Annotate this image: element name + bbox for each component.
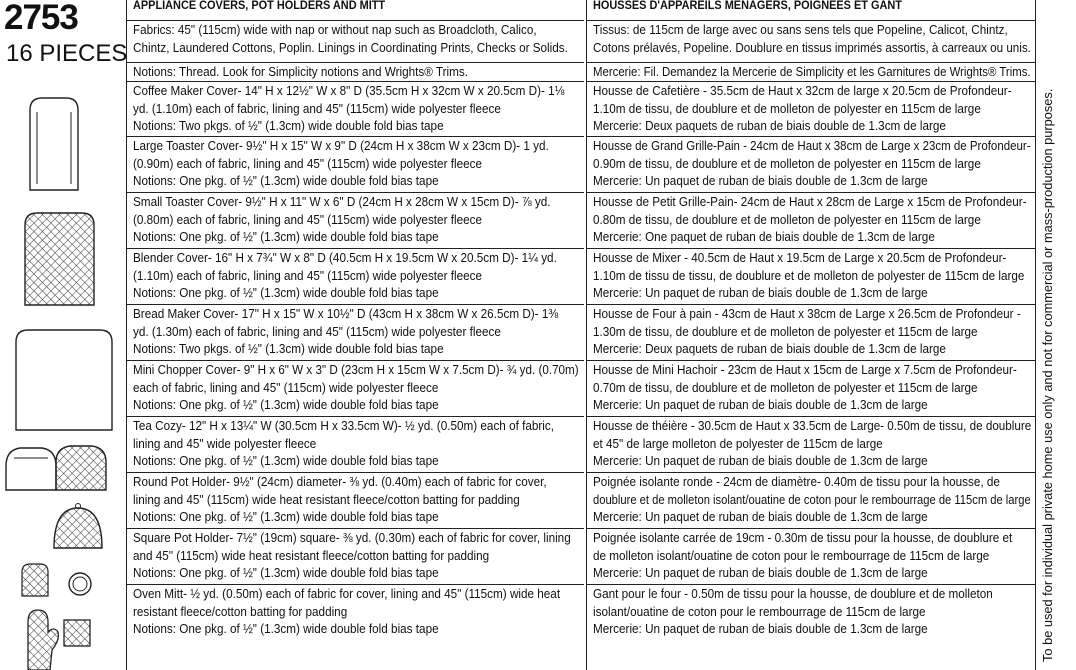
english-section-line: Notions: One pkg. of ½" (1.3cm) wide double fold bias tape — [133, 230, 439, 244]
french-section — [587, 192, 1035, 248]
english-section-line: resistant fleece/cotton batting for padding — [133, 604, 348, 619]
english-section — [127, 248, 584, 304]
french-section — [587, 528, 1035, 584]
english-section — [127, 136, 584, 192]
french-section — [587, 584, 1035, 666]
round-holder-thumbnail — [54, 504, 102, 549]
english-section — [127, 416, 584, 472]
coffee-cover-thumbnail — [30, 98, 78, 190]
english-section-line: Notions: Two pkgs. of ½" (1.3cm) wide double fold bias tape — [133, 119, 444, 133]
english-section-line: (0.90m) each of fabric, lining and 45" (115cm) wide polyester fleece — [133, 156, 482, 171]
english-section-line: Fabrics: 45" (115cm) wide with nap or without nap such as Broadcloth, Calico, — [133, 23, 537, 37]
english-section-line: Bread Maker Cover- 17" H x 15" W x 10½" D (43cm H x 38cm W x 26.5cm D)- 1⅜ — [133, 307, 559, 321]
english-section-line: Tea Cozy- 12" H x 13¼" W (30.5cm H x 33.5cm W)- ½ yd. (0.50m) each of fabric, — [133, 419, 554, 433]
english-section-line: yd. (1.10m) each of fabric, lining and 45" (115cm) wide polyester fleece — [133, 101, 501, 116]
french-section — [587, 20, 1035, 62]
english-section-line: Oven Mitt- ½ yd. (0.50m) each of fabric for cover, lining and 45" (115cm) wide heat — [133, 587, 561, 601]
french-section-line: Mercerie: Un paquet de ruban de biais double de 1.3cm de large — [593, 622, 928, 636]
english-section — [127, 360, 584, 416]
french-section-line: Mercerie: Un paquet de ruban de biais double de 1.3cm de large — [593, 510, 928, 524]
french-section-line: Mercerie: Un paquet de ruban de biais double de 1.3cm de large — [593, 174, 928, 188]
french-section-line: Mercerie: Fil. Demandez la Mercerie de Simplicity et les Garnitures de Wrights® Trims. — [593, 65, 1031, 79]
french-section-line: Housse de Petit Grille-Pain- 24cm de Haut x 28cm de Large x 15cm de Profondeur- — [593, 195, 1027, 209]
french-section-line: de molleton isolant/ouatine de coton pour le rembourrage de 115cm de large — [593, 548, 990, 563]
english-header: APPLIANCE COVERS, POT HOLDERS AND MITT — [133, 0, 386, 12]
english-section-line: lining and 45" (115cm) wide heat resistant fleece/cotton batting for padding — [133, 492, 520, 507]
english-section-line: Notions: One pkg. of ½" (1.3cm) wide double fold bias tape — [133, 622, 439, 636]
french-section-line: Housse de théière - 30.5cm de Haut x 33.5cm de Large- 0.50m de tissu, de doublure — [593, 419, 1032, 433]
french-section-line: Tissus: de 115cm de large avec ou sans sens tels que Popeline, Calicot, Chintz, — [593, 23, 1008, 37]
french-section — [587, 81, 1035, 136]
english-section-line: Small Toaster Cover- 9½" H x 11" W x 6" D (24cm H x 28cm W x 15cm D)- ⅞ yd. — [133, 195, 551, 209]
english-section-line: Coffee Maker Cover- 14" H x 12½" W x 8" D (35.5cm H x 32cm W x 20.5cm D)- 1⅛ — [133, 84, 565, 98]
french-section — [587, 304, 1035, 360]
french-header: HOUSSES D'APPAREILS MENAGERS, POIGNEES ET GANT — [593, 0, 902, 12]
french-section-line: Mercerie: Un paquet de ruban de biais double de 1.3cm de large — [593, 454, 928, 468]
french-section-line: Mercerie: Un paquet de ruban de biais double de 1.3cm de large — [593, 286, 928, 300]
french-section-line: Mercerie: One paquet de ruban de biais double de 1.3cm de large — [593, 230, 935, 244]
english-section-line: Notions: One pkg. of ½" (1.3cm) wide double fold bias tape — [133, 286, 439, 300]
english-section-line: and 45" (115cm) wide heat resistant fleece/cotton batting for padding — [133, 548, 490, 563]
english-section — [127, 81, 584, 136]
english-section-line: Notions: Two pkgs. of ½" (1.3cm) wide double fold bias tape — [133, 342, 444, 356]
french-section-line: 0.90m de tissu, de doublure et de molleton de polyester en 115cm de large — [593, 156, 981, 171]
pattern-number: 2753 — [4, 0, 78, 37]
french-section-line: isolant/ouatine de coton pour le rembourrage de 115cm de large — [593, 604, 926, 619]
english-section-line: Notions: One pkg. of ½" (1.3cm) wide double fold bias tape — [133, 566, 439, 580]
pieces-count: 16 PIECES — [6, 40, 128, 67]
french-section-line: 0.80m de tissu, de doublure et de molleton de polyester en 115cm de large — [593, 212, 981, 227]
french-section-line: Housse de Mixer - 40.5cm de Haut x 19.5cm de Large x 20.5cm de Profondeur- — [593, 251, 1007, 265]
english-section-line: Square Pot Holder- 7½" (19cm) square- ⅜ yd. (0.30m) each of fabric for cover, lining — [133, 531, 571, 545]
french-section-line: Housse de Cafetière - 35.5cm de Haut x 32cm de large x 20.5cm de Profondeur- — [593, 84, 1012, 98]
english-section-line: Blender Cover- 16" H x 7¾" W x 8" D (40.5cm H x 19.5cm W x 20.5cm D)- 1¼ yd. — [133, 251, 557, 265]
english-section-line: Notions: Thread. Look for Simplicity notions and Wrights® Trims. — [133, 65, 468, 79]
english-section-line: lining and 45" wide polyester fleece — [133, 436, 317, 451]
french-section — [587, 248, 1035, 304]
english-column — [126, 0, 584, 670]
english-section-line: Round Pot Holder- 9½" (24cm) diameter- ⅜ yd. (0.40m) each of fabric for cover, — [133, 475, 547, 489]
usage-notice: To be used for individual private home use only and not for commercial or mass-production purposes. — [1040, 88, 1055, 662]
round-pot-holder-thumbnail — [69, 573, 91, 595]
english-section — [127, 62, 584, 81]
english-section-line: Large Toaster Cover- 9½" H x 15" W x 9" D (24cm H x 38cm W x 23cm D)- 1 yd. — [133, 139, 549, 153]
english-section — [127, 472, 584, 528]
english-section — [127, 192, 584, 248]
french-section-line: et 45" de large molleton de polyester de 115cm de large — [593, 436, 883, 451]
french-section — [587, 472, 1035, 528]
french-section — [587, 416, 1035, 472]
french-section — [587, 136, 1035, 192]
english-section-line: Mini Chopper Cover- 9" H x 6" W x 3" D (23cm H x 15cm W x 7.5cm D)- ¾ yd. (0.70m) — [133, 363, 579, 377]
english-section-line: Notions: One pkg. of ½" (1.3cm) wide double fold bias tape — [133, 454, 439, 468]
english-section-line: (0.80m) each of fabric, lining and 45" (115cm) wide polyester fleece — [133, 212, 482, 227]
french-section-line: 0.70m de tissu, de doublure et de molleton de polyester et 115cm de large — [593, 380, 978, 395]
english-section-line: Notions: One pkg. of ½" (1.3cm) wide double fold bias tape — [133, 174, 439, 188]
french-section-line: Housse de Four à pain - 43cm de Haut x 38cm de Large x 26.5cm de Profondeur - — [593, 307, 1021, 321]
french-section-line: 1.10m de tissu de tissu, de doublure et de molleton de polyester de 115cm de large — [593, 268, 1025, 283]
french-section-line: Mercerie: Un paquet de ruban de biais double de 1.3cm de large — [593, 566, 928, 580]
bread-maker-cover-thumbnail — [16, 330, 112, 430]
english-section-line: Notions: One pkg. of ½" (1.3cm) wide double fold bias tape — [133, 510, 439, 524]
english-section — [127, 20, 584, 62]
french-section-line: Gant pour le four - 0.50m de tissu pour la housse, de doublure et de molleton — [593, 587, 993, 601]
english-section-line: yd. (1.30m) each of fabric, lining and 45" (115cm) wide polyester fleece — [133, 324, 501, 339]
french-section-line: Mercerie: Un paquet de ruban de biais double de 1.3cm de large — [593, 398, 928, 412]
french-section-line: Mercerie: Deux paquets de ruban de biais double de 1.3cm de large — [593, 342, 946, 356]
french-section-line: Cotons prélavés, Popeline. Doublure en tissus imprimés assortis, à carreaux ou unis. — [593, 40, 1031, 55]
english-section-line: each of fabric, lining and 45" (115cm) wide polyester fleece — [133, 380, 439, 395]
french-section-line: Poignée isolante ronde - 24cm de diamètre- 0.40m de tissu pour la housse, de — [593, 475, 1000, 489]
english-section-line: Notions: One pkg. of ½" (1.3cm) wide double fold bias tape — [133, 398, 439, 412]
french-section-line: 1.30m de tissu, de doublure et de molleton de polyester et 115cm de large — [593, 324, 978, 339]
english-section-line: Chintz, Laundered Cottons, Poplin. Linings in Coordinating Prints, Checks or Solids. — [133, 40, 568, 55]
french-section — [587, 360, 1035, 416]
mini-chopper-thumbnail — [22, 564, 48, 596]
english-section — [127, 584, 584, 666]
french-section-line: Mercerie: Deux paquets de ruban de biais double de 1.3cm de large — [593, 119, 946, 133]
oven-mitt-thumbnail — [28, 610, 58, 670]
french-section-line: Housse de Mini Hachoir - 23cm de Haut x 15cm de Large x 7.5cm de Profondeur- — [593, 363, 1017, 377]
french-section-line: doublure et de molleton isolant/ouatine de coton pour le rembourrage de 115cm de large — [593, 492, 1031, 507]
french-section — [587, 62, 1035, 81]
french-section-line: Poignée isolante carrée de 19cm - 0.30m de tissu pour la housse, de doublure et — [593, 531, 1013, 545]
english-section — [127, 304, 584, 360]
toaster-cover-thumbnail — [25, 213, 94, 305]
french-column — [586, 0, 1036, 670]
square-pot-holder-thumbnail — [64, 620, 90, 646]
tea-cozy-thumbnail — [6, 446, 106, 490]
english-section — [127, 528, 584, 584]
french-section-line: Housse de Grand Grille-Pain - 24cm de Haut x 38cm de Large x 23cm de Profondeur- — [593, 139, 1031, 153]
english-section-line: (1.10m) each of fabric, lining and 45" (115cm) wide polyester fleece — [133, 268, 482, 283]
item-thumbnails — [0, 70, 118, 670]
french-section-line: 1.10m de tissu, de doublure et de molleton de polyester en 115cm de large — [593, 101, 981, 116]
